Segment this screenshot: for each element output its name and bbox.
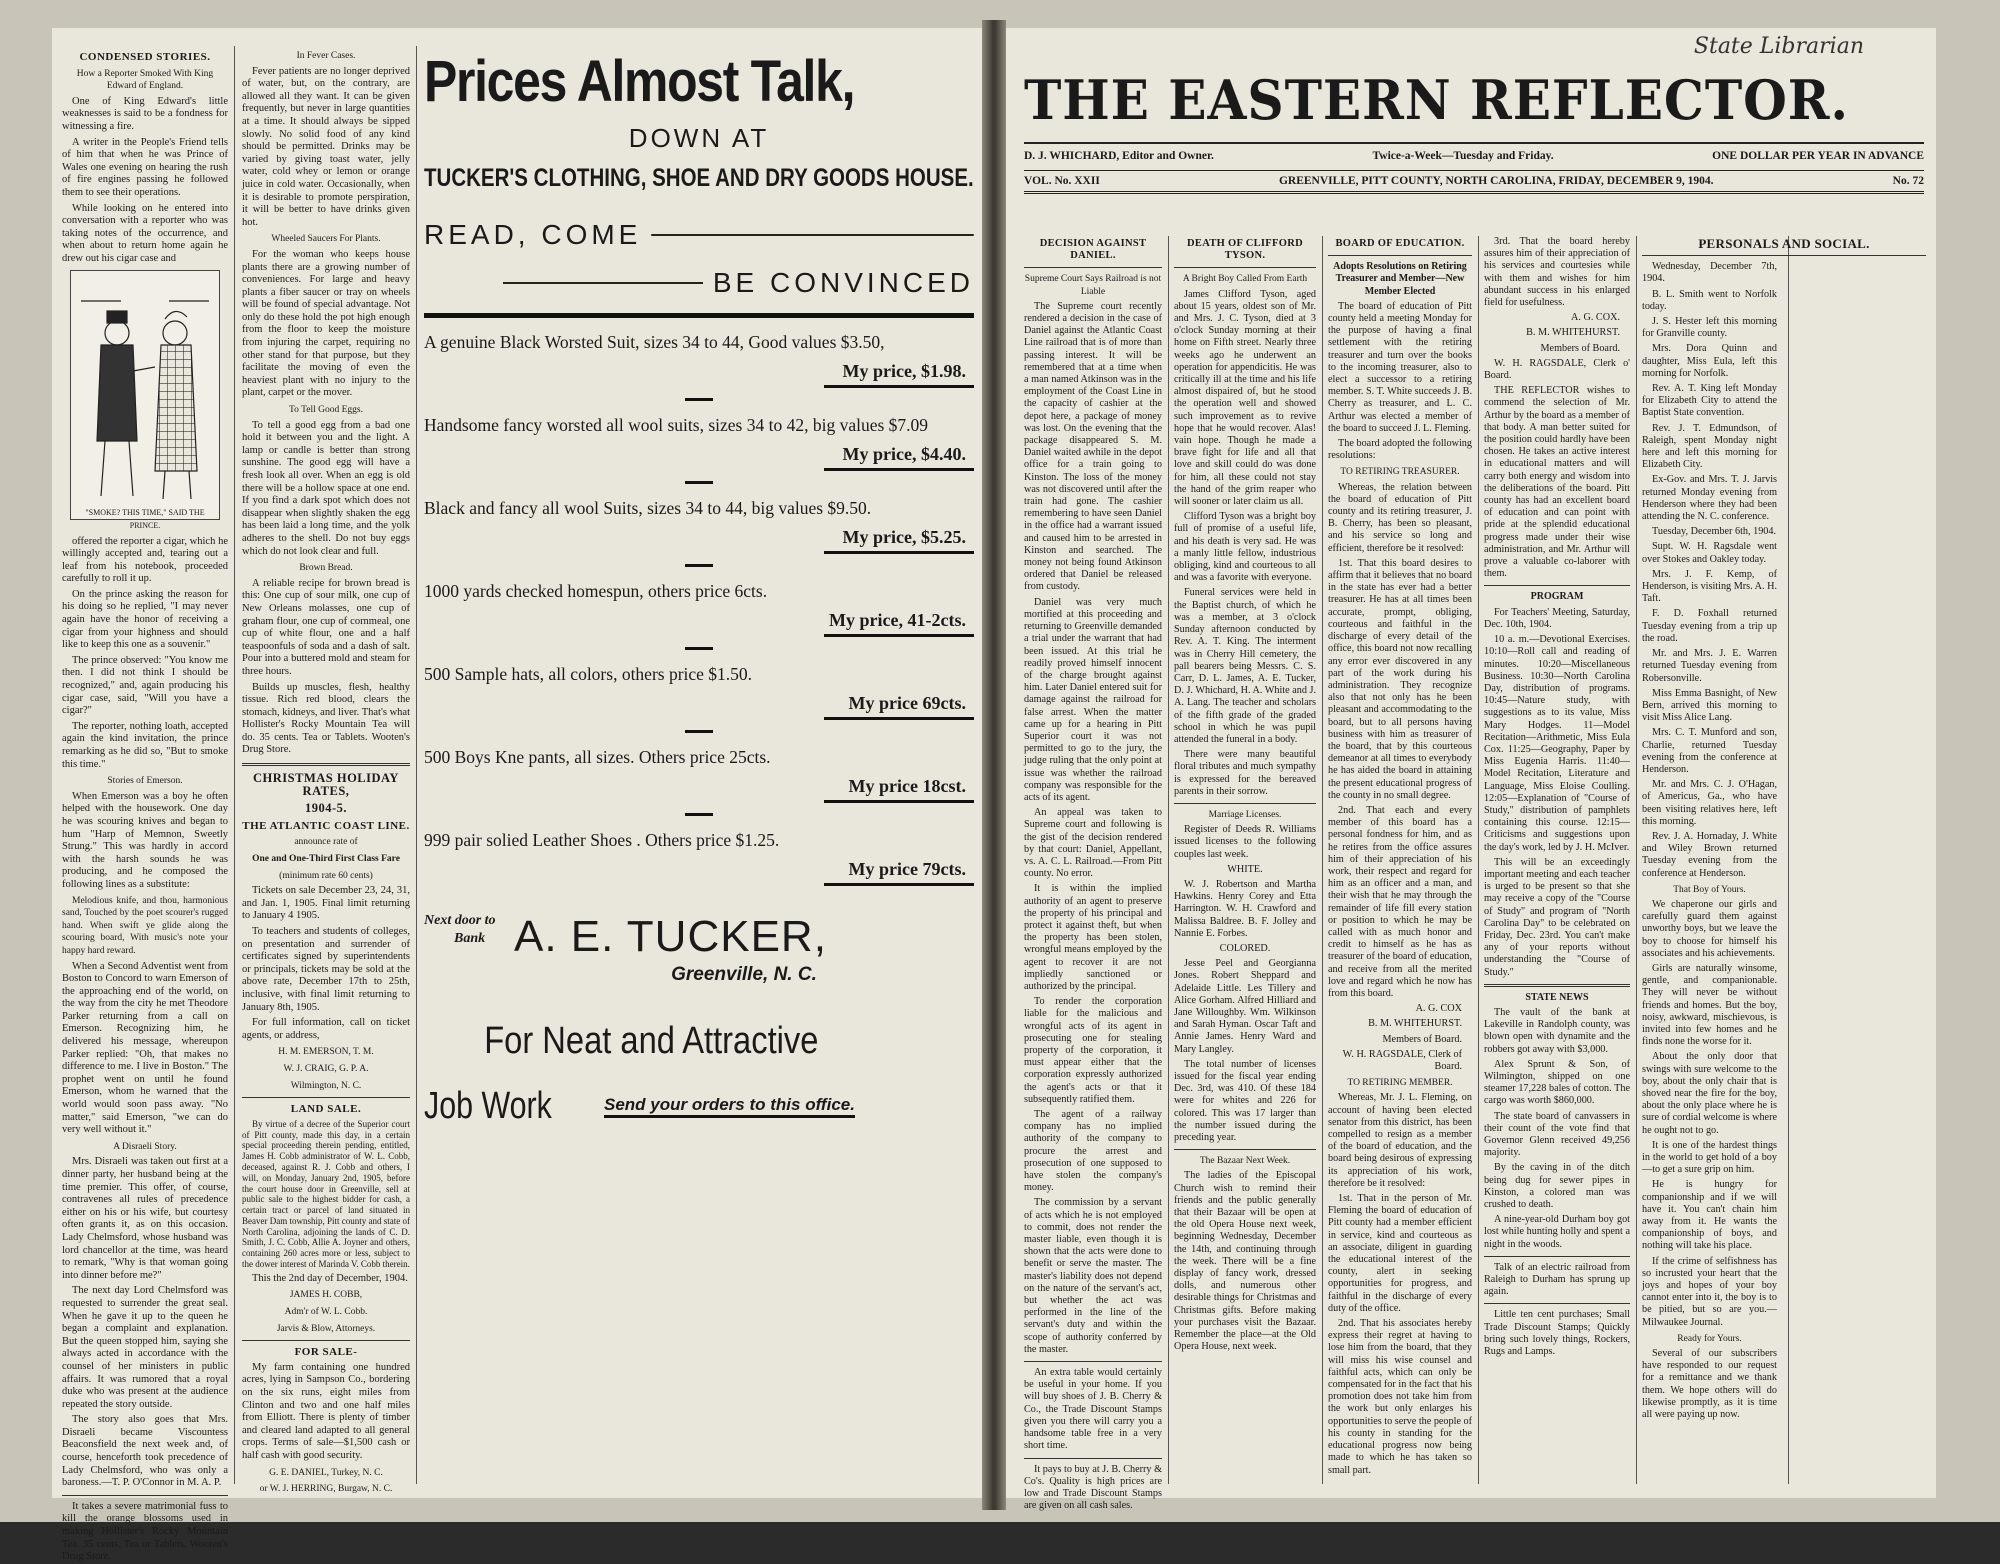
subscription-line: ONE DOLLAR PER YEAR IN ADVANCE [1712, 150, 1924, 162]
paragraph: If the crime of selfishness has so incrusted your heart that the joys and hopes of your boy cannot enter into it, the boy is to be pitied, but so are you.—Milwaukee Journal. [1642, 1255, 1777, 1328]
advertisement-text: It takes a severe matrimonial fuss to kill the orange blossoms used in making Hollister's Rocky Mountain Tea. 35 cents. Tea or Tablets. Wooten's Drug Store. [62, 1500, 228, 1563]
story-subhead: To Tell Good Eggs. [289, 405, 363, 416]
item-separator [685, 481, 713, 484]
paragraph: A writer in the People's Friend tells of him that when he was Prince of Wales one evening on hearing the rush of fire engines passing he followed them to see their operations. [62, 136, 228, 198]
masthead-info-row [1024, 142, 1924, 162]
column-rule [1636, 236, 1637, 1484]
paragraph: By the caving in of the ditch being dug for sewer pipes in Kinston, a colored man was crushed to death. [1484, 1162, 1630, 1211]
ad-item-price: My price, $1.98. [842, 361, 966, 381]
signature: Jarvis & Blow, Attorneys. [276, 1323, 376, 1334]
job-work-headline: For Neat and Attractive [484, 1020, 819, 1062]
job-work-label: Job Work [424, 1085, 552, 1127]
paragraph: The board of education of Pitt county held a meeting Monday for the purpose of having a final settlement with the retiring treasurer and turn over the books to the incoming treasurer, also to elect a successor to a retiring member. S. T. White succeeds J. B. Cherry as treasurer, and L. C. Arthur was elected a member of the board to succeed J. L. Fleming. [1328, 300, 1472, 434]
divider [1174, 803, 1316, 804]
divider [1174, 267, 1316, 268]
ad-merchant-block [514, 912, 974, 986]
ad-item-price: My price, $4.40. [842, 444, 966, 464]
paragraph: There were many beautiful floral tributes and much sympathy is expressed for the bereaved parents in their sorrow. [1174, 749, 1316, 797]
paragraph: While looking on he entered into conversation with a reporter who was taking notes of the occurrence, and when about to return home again he drew out his cigar case and [62, 202, 228, 264]
paragraph: To tell a good egg from a bad one hold it between you and the light. A lamp or candle is better than strong sunshine. The good egg will have a fresh look all over. When an egg is old there will be a hollow space at one end. If you find a dark spot which does not disappear when slightly shaken the egg has been laid a long time, and the yolk adheres to the shell. Do not buy eggs which do not look clear and full. [242, 419, 410, 557]
paragraph: Whereas, Mr. J. L. Fleming, on account of having been elected senator from this district, has been compelled to resign as a member of the board of education, and the board being desirous of expressing its appreciation of his work, therefore be it resolved: [1328, 1092, 1472, 1189]
article-subhead: Ready for Yours. [1677, 1333, 1742, 1344]
paragraph: Register of Deeds R. Williams issued licenses to the following couples last week. [1174, 824, 1316, 860]
paragraph: B. L. Smith went to Norfolk today. [1642, 288, 1777, 312]
flourish-line [503, 282, 703, 284]
paragraph: For full information, call on ticket agents, or address, [242, 1017, 410, 1041]
ad-item-price: My price 69cts. [848, 693, 966, 713]
illustration-drawing [71, 271, 219, 519]
divider [1024, 1458, 1162, 1459]
ad-item [424, 581, 974, 650]
price-underline [824, 634, 974, 637]
paragraph: Mrs. Disraeli was taken out first at a dinner party, her husband being at the time premier. This offer, of course, contravenes all rules of precedence either on his or his wife, but courtesy often grants it, as on this occasion. Lady Chelmsford, whose husband was lord chancellor at the time, was heard to remark, "Why is that woman going into dinner before me?" [62, 1156, 228, 1281]
item-separator [685, 730, 713, 733]
paragraph: Girls are naturally winsome, gentle, and companionable. They will never be without friends and homes. But the boy, noisy, awkward, mischievous, is invited into few homes and he finds none the worse for it. [1642, 962, 1777, 1048]
signature: W. J. CRAIG, G. P. A. [283, 1063, 369, 1074]
ad-item [424, 747, 974, 816]
paragraph: 2nd. That each and every member of this board has a personal fondness for him, and as he retires from the office assures him of their appreciation of his work, their respect and regard for him as an officer and a man, and their wish that he may through the remainder of life fill every station or position to which he may be called with as much honor and credit to himself as he has as treasurer of the board of education, and receive from all the merited love and regard which he now has from this board. [1328, 804, 1472, 999]
ad-item [424, 332, 974, 401]
divider [62, 1495, 228, 1496]
item-separator [685, 647, 713, 650]
paragraph: Supt. W. H. Ragsdale went over Stokes and Oakley today. [1642, 541, 1777, 565]
tyson-column [1174, 236, 1316, 1484]
ad-item-description: 500 Boys Kne pants, all sizes. Others price 25cts. [424, 747, 771, 767]
ad-item-description: 500 Sample hats, all colors, others price $1.50. [424, 664, 753, 684]
paragraph: This the 2nd day of December, 1904. [252, 1272, 408, 1284]
ad-merchant-name: A. E. TUCKER, [514, 912, 827, 961]
paragraph: Fever patients are no longer deprived of water, but, on the contrary, are allowed all they want. It can be given frequently, but never in large quantities at a time. It should always be sipped slowly. No solid food of any kind should be permitted. Drinks may be varied by giving toast water, jelly water, cold whey or lemon or orange juice in cold water. Occasionally, when it is desirable to promote perspiration, it will be better to have drinks given hot. [242, 65, 410, 228]
paragraph: Rev. A. T. King left Monday for Elizabeth City to attend the Baptist State convention. [1642, 383, 1777, 419]
paragraph: 2nd. That his associates hereby express their regret at having to lose him from the board, that they will miss his wise counsel and faithful acts, which can only be compensated for in the fact that his promotion does not take him from the work but only enlarges his opportunities to serve the people of his county in standing for the educational progress now being made to which he has taken so small part. [1328, 1318, 1473, 1476]
ad-item-price: My price, $5.25. [842, 527, 966, 547]
rates-announce: announce rate of [294, 837, 358, 848]
paragraph: One of King Edward's little weaknesses is said to be a fondness for witnessing a fire. [62, 95, 228, 132]
dateline: GREENVILLE, PITT COUNTY, NORTH CAROLINA, FRIDAY, DECEMBER 9, 1904. [1278, 175, 1714, 187]
paragraph: Ex-Gov. and Mrs. T. J. Jarvis returned Monday evening from Henderson where they had been attending the N. C. conference. [1642, 474, 1777, 523]
divider [1484, 1303, 1630, 1304]
column-heading: CONDENSED STORIES. [79, 51, 211, 63]
paragraph: offered the reporter a cigar, which he willingly accepted and, tearing out a leaf from his notebook, proceeded carefully to roll it up. [62, 535, 228, 585]
decision-column [1024, 236, 1162, 1512]
masthead [1024, 34, 1924, 194]
paragraph: F. D. Foxhall returned Tuesday evening from a trip up the road. [1642, 608, 1777, 644]
paragraph: Jesse Peel and Georgianna Jones. Robert Sheppard and Adelaide Little. Les Tillery and Alice Gorham. Alfred Hilliard and Jane Willoughby. Wm. Wilkinson and Sarah Hyman. Oscar Taft and Annie James. Henry Ward and Mary Langley. [1174, 958, 1316, 1055]
signature: W. H. RAGSDALE, Clerk o' Board. [1484, 357, 1630, 382]
paragraph: J. S. Hester left this morning for Granville county. [1642, 316, 1777, 340]
paragraph: Clifford Tyson was a bright boy full of promise of a useful life, and his death is very sad. He was a manly little fellow, industrious obliging, kind and courteous to all and was a favorite with everyone. [1174, 511, 1316, 584]
paragraph: Rev. J. T. Edmundson, of Raleigh, spent Monday night here and left this morning for Elizabeth City. [1642, 422, 1777, 471]
paragraph: Talk of an electric railroad from Raleigh to Durham has sprung up again. [1484, 1261, 1630, 1298]
for-sale-title: FOR SALE- [294, 1346, 358, 1359]
ad-item-price: My price 18cst. [848, 776, 966, 796]
binding-gutter [982, 20, 1006, 1510]
paragraph: W. J. Robertson and Martha Hawkins. Henry Corey and Etta Harrington. W. H. Crawford and Malissa Baldree. B. F. Jolley and Nannie E. Forbes. [1174, 878, 1316, 939]
ad-read-come: READ, COME [424, 219, 642, 250]
item-separator [685, 813, 713, 816]
price-underline [824, 800, 974, 803]
paragraph: This will be an exceedingly important meeting and each teacher is urged to be present so that she may receive a copy of the "Course of Study" and program of "North Carolina Day" to be celebrated on Friday, Dec. 23rd. You can't make any of your reports without understanding the "Course of Study." [1484, 856, 1630, 978]
column-rule [416, 46, 417, 1484]
paragraph: Mrs. Dora Quinn and daughter, Miss Eula, left this morning for Norfolk. [1642, 343, 1777, 379]
paragraph: When Emerson was a boy he often helped with the housework. One day he was scouring knives and began to hum "Harp of Memnon, Sweetly Strung." This was hardly in accord with the harsh sounds he was producing, and he composed the following lines as a substitute: [62, 790, 228, 890]
paragraph: We chaperone our girls and carefully guard them against unworthy boys, but we leave the boy to choose for himself his associates and his achievements. [1642, 898, 1777, 959]
date-line: Wednesday, December 7th, 1904. [1642, 261, 1777, 285]
paragraph: An extra table would certainly be useful in your home. If you will buy shoes of J. B. Cherry & Co., the Trade Discount Stamps given you there will carry you a handsome table free in a very short time. [1024, 1367, 1162, 1452]
household-column [242, 46, 410, 1495]
ad-be-convinced: BE CONVINCED [712, 267, 974, 298]
rates-minimum: (minimum rate 60 cents) [279, 870, 373, 881]
paragraph: Little ten cent purchases; Small Trade Discount Stamps; Quickly bring such lovely things, Rockers, Rugs and Lamps. [1484, 1309, 1630, 1358]
prince-illustration [70, 270, 220, 530]
date-line: Tuesday, December 6th, 1904. [1652, 526, 1777, 538]
tucker-advertisement [424, 46, 974, 1484]
paragraph: Mr. and Mrs. C. J. O'Hagan, of Americus, Ga., who have been visiting relatives here, left this morning. [1642, 779, 1777, 827]
divider [1174, 1149, 1316, 1150]
paragraph: Alex Sprunt & Son, of Wilmington, shipped on one steamer 17,228 bales of cotton. The cargo was worth $860,000. [1484, 1058, 1630, 1107]
condensed-stories-column [62, 46, 228, 1563]
advertisement-text: Builds up muscles, flesh, healthy tissue. Rich red blood, clears the stomach, kidneys, and liver. That's what Hollister's Rocky Mountain Tea will do. 35 cents. Tea or Tablets. Wooten's Drug Store. [242, 681, 410, 756]
list-heading: WHITE. [1227, 863, 1263, 875]
paragraph: The prince observed: "You know me then. I did not think I should be recognized," and, again producing his cigar case, said, "Will you have a cigar?" [62, 654, 228, 717]
ad-next-door-text: Next door to [424, 913, 496, 928]
signature: Members of Board. [1382, 1033, 1462, 1045]
price-underline [824, 551, 974, 554]
paragraph: THE REFLECTOR wishes to commend the selection of Mr. Arthur by the board as a member of that body. A man better suited for the position could hardly have been chosen. He takes an active interest in educational matters and will carry both energy and wisdom into the deliberations of the board. Pitt county has had an excellent board of education and can point with pride at the splendid educational progress made under their wise administration, and Mr. Arthur will prove a valuable co-laborer with them. [1484, 385, 1630, 580]
story-subhead: In Fever Cases. [296, 51, 356, 61]
article-headline: PERSONALS AND SOCIAL. [1698, 236, 1870, 251]
signature: or W. J. HERRING, Burgaw, N. C. [259, 1484, 393, 1495]
article-headline: DEATH OF CLIFFORD TYSON. [1187, 238, 1303, 262]
divider [1484, 585, 1630, 586]
signature: B. M. WHITEHURST. [1368, 1018, 1462, 1030]
paragraph: Mrs. J. F. Kemp, of Henderson, is visiting Mrs. A. H. Taft. [1642, 568, 1777, 605]
paragraph: It pays to buy at J. B. Cherry & Co's. Quality is high prices are low and Trade Discount Stamps are given on all cash sales. [1024, 1463, 1162, 1512]
ad-thick-rule [424, 313, 974, 318]
job-work-row [424, 1085, 974, 1128]
story-subhead: Stories of Emerson. [107, 776, 183, 787]
paragraph: Whereas, the relation between the board of education of Pitt county and its retiring treasurer, J. B. Cherry, has been so pleasant, and his service so long and efficient, therefore be it resolved: [1328, 481, 1472, 554]
paragraph: The vault of the bank at Lakeville in Randolph county, was blown open with dynamite and the robbers got away with $3,000. [1484, 1006, 1630, 1055]
paragraph: A reliable recipe for brown bread is this: One cup of sour milk, one cup of New Orleans molasses, one cup of graham flour, one cup of cornmeal, one cup of white flour, one and a half teaspoonfuls of soda and a dash of salt. Pour into a buttered mold and steam for three hours. [242, 577, 410, 677]
ad-convinced-row [424, 267, 974, 299]
article-headline: BOARD OF EDUCATION. [1335, 238, 1465, 249]
ad-read-come-row [424, 219, 974, 251]
paragraph: 1st. That this board desires to affirm that it believes that no board in the state has ever had a better treasurer. He has at all times been accurate, prompt, obliging, courteous and faithful in the discharge of every detail of the office, this board not now recalling any error ever discovered in any part of the work during his administration. They recognize also that not only has he been pleasant and accommodating to the board, but to all persons having business with him as treasurer of the board, that by this courteous demeanor at all times to everybody he has aided the board in attaining the present educational progress of the county in no small degree. [1328, 557, 1472, 801]
paragraph: The commission by a servant of acts which he is not employed to commit, does not render the master liable, even though it is shown that the acts were done to benefit or serve the master. The master's liability does not depend on the nature of the servant's act, but whether the act was performed in the line of the servant's duty and within the scope of authority conferred by the master. [1024, 1197, 1162, 1355]
paragraph: The board adopted the following resolutions: [1328, 438, 1472, 462]
list-heading: COLORED. [1219, 942, 1271, 954]
divider [1024, 267, 1162, 268]
price-underline [824, 717, 974, 720]
land-sale-title: LAND SALE. [290, 1103, 362, 1116]
paragraph: To teachers and students of colleges, on presentation and surrender of certificates signed by superintendents or principals, tickets may be sold at the above rate, December 17th to 25th, inclusive, with final limit returning to January 8th, 1905. [242, 926, 410, 1013]
signature: Members of Board. [1540, 342, 1620, 354]
paragraph: A nine-year-old Durham boy got lost while hunting holly and spent a night in the woods. [1484, 1214, 1630, 1250]
divider [242, 1097, 410, 1098]
divider [1484, 1256, 1630, 1257]
paragraph: He is hungry for companionship and if we will have it. You can't chain him away from it. He wants the companionship of boys, and nothing will take his place. [1642, 1179, 1777, 1252]
paragraph: It is within the implied authority of an agent to preserve the property of his principal and protect it against theft, but when the property has been stolen, wrongful means employed by the agent to recover it are not impliedly sanctioned or authorized by the principal. [1024, 883, 1162, 992]
paragraph: On the prince asking the reason for his doing so he replied, "I may never again have the honor of receiving a cigar from your highness and should like to keep this one as a souvenir." [62, 588, 228, 651]
paragraph: Rev. J. A. Hornaday, J. White and Wiley Brown returned Tuesday evening from the conference at Henderson. [1642, 830, 1777, 879]
ad-bank-text: Bank [454, 931, 486, 946]
ad-merchant-city: Greenville, N. C. [671, 964, 817, 985]
paragraph: The agent of a railway company has no implied authority of the company to procure the arrest and prosecution of one supposed to have stolen the company's money. [1024, 1109, 1162, 1194]
paragraph: The Supreme court recently rendered a decision in the case of Daniel against the Atlantic Coast Line railroad that is of more than passing interest. It will be remembered that at a time when a man named Atkinson was in the employment of the Coast Line in the capacity of cashier at the depot here, a package of money was lost. On the evening that the package disappeared S. M. Daniel waited awhile in the depot office for a train going to Kinston. The loss of the money was not discovered until after the train had gone. The cashier remembering to have seen Daniel in the office had a warrant issued and caused him to be arrested in Kinston and searched. The money not being found Atkinson ordered that Daniel be released from custody. [1024, 300, 1162, 593]
article-subhead: The Bazaar Next Week. [1199, 1156, 1291, 1167]
issue-number: No. 72 [1892, 175, 1924, 187]
verse: Melodious knife, and thou, harmonious sand, Touched by the poet scourer's rugged hand. When swift ye glide along the scouring board, With music's note your happy hard reward. [62, 895, 228, 956]
signature: JAMES H. COBB, [289, 1290, 363, 1301]
paragraph: James Clifford Tyson, aged about 15 years, oldest son of Mr. and Mrs. J. C. Tyson, died at 3 o'clock Sunday morning at their home on Fifth street. Nearly three weeks ago he underwent an operation for appendicitis. He was critically ill at the time and his life almost dispaired of, but he stood the operation well and showed such improvement as to revive hope that he would recover. Alas! vain hope. Though he made a brave fight for life and all that love and skill could do was done for him, all these could not stay the hand of the grim reaper who will sooner or later claim us all. [1174, 288, 1316, 508]
ad-store-name: TUCKER'S CLOTHING, SHOE AND DRY GOODS HOUSE. [424, 164, 974, 192]
ad-next-door [424, 912, 514, 948]
article-subhead: A Bright Boy Called From Earth [1182, 274, 1308, 285]
ad-item [424, 415, 974, 484]
article-headline: DECISION AGAINST DANIEL. [1039, 238, 1147, 262]
price-underline [824, 468, 974, 471]
ad-item-list [424, 332, 974, 886]
story-subhead: Brown Bread. [299, 563, 353, 574]
article-subhead: TO RETIRING TREASURER. [1340, 467, 1460, 478]
signature: Wilmington, N. C. [290, 1080, 362, 1091]
column-rule [1478, 236, 1479, 1484]
paragraph: For the woman who keeps house plants there are a growing number of conveniences. For large and heavy plants a fiber saucer or tray on wheels will be found of special advantage. Not only do these hold the pot high enough from the floor to keep the moisture from injuring the carpet, requiring no other stand for that purpose, but they facilitate the moving of even the heaviest plant with no injury to the plant, carpet or the mover. [242, 248, 410, 399]
signature: H. M. EMERSON, T. M. [278, 1047, 374, 1058]
ad-item-description: A genuine Black Worsted Suit, sizes 34 to 44, Good values $3.50, [424, 332, 885, 352]
price-underline [824, 385, 974, 388]
divider [1642, 255, 1926, 256]
ad-item [424, 664, 974, 733]
ad-item [424, 498, 974, 567]
ad-item-price: My price, 41-2cts. [829, 610, 966, 630]
signature: A. G. COX. [1571, 312, 1620, 324]
paragraph: The reporter, nothing loath, accepted again the kind invitation, the prince remarking as he did so, "But to smoke this time." [62, 720, 228, 770]
send-orders-text: Send your orders to this office. [604, 1095, 855, 1118]
story-subhead: Wheeled Saucers For Plants. [271, 234, 381, 245]
divider [1484, 984, 1630, 987]
signature: G. E. DANIEL, Turkey, N. C. [269, 1467, 383, 1478]
story-subhead: How a Reporter Smoked With King Edward of England. [76, 68, 214, 92]
article-subhead: Marriage Licenses. [1208, 809, 1282, 820]
program-subhead: For Teachers' Meeting, Saturday, Dec. 10th, 1904. [1484, 606, 1630, 630]
paragraph: Funeral services were held in the Baptist church, of which he was a member, at 3 o'clock Sunday afternoon conducted by Rev. A. T. King. The interment was in Cherry Hill cemetery, the pall bearers being Messrs. C. S. Carr, D. L. James, A. E. Tucker, D. J. Whichard, H. A. White and J. A. Lang. The teacher and scholars of the fifth grade of the graded school in which he was pupil attended the funeral in a body. [1174, 587, 1316, 745]
divider [242, 763, 410, 766]
paragraph: My farm containing one hundred acres, lying in Sampson Co., bordering on the six runs, eight miles from Clinton and two and one half miles from Elliott. There is plenty of timber and cleared land adapted to all general crops. Terms of sale—$1,500 cash or half cash with good security. [242, 1361, 410, 1461]
ad-item-description: 1000 yards checked homespun, others price 6cts. [424, 581, 768, 601]
article-subhead: That Boy of Yours. [1673, 884, 1746, 895]
handwritten-note: State Librarian [1693, 34, 1864, 59]
paragraph: To render the corporation liable for the malicious and wrongful acts of its agent in prosecuting one for stealing property of the corporation, it must appear either that the corporation expressly authorized the agent's acts or that it subsequently ratified them. [1024, 996, 1162, 1105]
ad-item [424, 830, 974, 886]
ad-item-description: Handsome fancy worsted all wool suits, sizes 34 to 42, big values $7.09 [424, 415, 929, 435]
rates-years: 1904-5. [304, 801, 348, 816]
article-headline: STATE NEWS [1525, 991, 1589, 1003]
article-headline: PROGRAM [1530, 591, 1584, 603]
divider [1328, 255, 1472, 256]
illustration-caption: "SMOKE? THIS TIME," SAID THE PRINCE. [85, 508, 205, 530]
ad-item-description: Black and fancy all wool Suits, sizes 34 to 44, big values $9.50. [424, 498, 872, 518]
paragraph: Daniel was very much mortified at this proceeding and returning to Greenville demanded a trial under the warrant that had been issued. At this trial he readily proved himself innocent of the charge brought against him. Later Daniel entered suit for damage against the railroad for false arrest. When the matter came up for a hearing in Pitt Superior court it was not permitted to go to the jury, the judge ruling that the only point at issue was whether the railroad company was responsible for the acts of its agent. [1024, 596, 1162, 803]
signature: A. G. COX [1415, 1003, 1462, 1015]
ad-item-price: My price 79cts. [848, 859, 966, 879]
paragraph: The total number of licenses issued for the fiscal year ending Dec. 3rd, was 410. Of these 184 were for whites and 226 for colored. This was 17 larger than the number issued during the preceding year. [1174, 1058, 1316, 1144]
program-items: 10 a. m.—Devotional Exercises. 10:10—Roll call and reading of minutes. 10:20—Miscellaneous Business. 10:30—North Carolina Day, distribution of programs. 10:45—Nature study, with suggestions as to its value, Miss Mary Hodges. 11—Model Recitation—Arithmetic, Miss Eula Cox. 11:25—Geography, Paper by Miss Eugenia Harris. 11:40—Model Recitation, Literature and Language, Miss Eloise Coulling. 12:05—Explanation of "Course of Study," distribution of pamphlets containing this course. 12:15—Criticisms and suggestions upon the day's work, led by J. H. McIver. [1484, 634, 1630, 853]
personals-column [1642, 236, 1926, 1484]
paragraph: The state board of canvassers in their count of the vote find that Governor Glenn received 49,256 majority. [1484, 1110, 1630, 1159]
item-separator [685, 564, 713, 567]
price-underline [824, 883, 974, 886]
ad-headline: Prices Almost Talk, [424, 49, 855, 114]
paragraph: 1st. That in the person of Mr. Fleming the board of education of Pitt county had a member efficient in service, kind and courteous as an associate, diligent in guarding the educational interest of the county, alert in seeking opportunities for progress, and faithful in the discharge of every duty of the office. [1328, 1193, 1472, 1314]
board-column [1328, 236, 1472, 1484]
program-column [1484, 236, 1630, 1484]
paragraph: Mr. and Mrs. J. E. Warren returned Tuesday evening from Robersonville. [1642, 648, 1777, 684]
paragraph: 3rd. That the board hereby assures him of their appreciation of his services and courtesies while with them and wishes for him abundant success in his enlarged field for usefulness. [1484, 236, 1630, 309]
item-separator [685, 398, 713, 401]
paragraph: Tickets on sale December 23, 24, 31, and Jan. 1, 1905. Final limit returning to January 4 1905. [242, 885, 410, 922]
frequency-line: Twice-a-Week—Tuesday and Friday. [1372, 150, 1554, 162]
railroad-name: THE ATLANTIC COAST LINE. [242, 819, 410, 832]
article-subhead: Adopts Resolutions on Retiring Treasurer and Member—New Member Elected [1333, 261, 1467, 297]
ad-down-at: DOWN AT [628, 123, 770, 153]
story-subhead: A Disraeli Story. [113, 1141, 177, 1152]
column-rule [234, 46, 235, 1484]
paragraph: Miss Emma Basnight, of New Bern, arrived this morning to visit Miss Alice Lang. [1642, 687, 1777, 724]
ad-item-description: 999 pair solied Leather Shoes . Others price $1.25. [424, 830, 780, 850]
newspaper-title: THE EASTERN REFLECTOR. [1024, 68, 1849, 132]
paragraph: The ladies of the Episcopal Church wish to remind their friends and the public generally that their Bazaar will be open at the old Opera House next week, beginning Wednesday, December the 14th, and continuing through the week. There will be a fine display of fancy work, dressed dolls, and numerous other desirable things for Christmas and Christmas gifts. Before making your purchases visit the Bazaar. Remember the place—at the Old Opera House, next week. [1174, 1170, 1316, 1353]
signature: Adm'r of W. L. Cobb. [284, 1307, 368, 1318]
signature: B. M. WHITEHURST. [1526, 327, 1620, 339]
divider [1024, 1361, 1162, 1362]
paragraph: The story also goes that Mrs. Disraeli became Viscountess Beaconsfield the next week and, of course, henceforth took precedence of Lady Chelmsford, who was only a baroness.—T. P. O'Connor in M. A. P. [62, 1414, 228, 1489]
paragraph: An appeal was taken to Supreme court and following is the gist of the decision rendered by that court: Daniel, Appellant, vs. A. C. L. Railroad.—From Pitt county. No error. [1024, 807, 1162, 880]
rates-fare: One and One-Third First Class Fare [252, 854, 400, 865]
column-rule [1168, 236, 1169, 1484]
personals-body [1642, 261, 1926, 1501]
signature: W. H. RAGSDALE, Clerk of Board. [1342, 1048, 1462, 1072]
volume-number: VOL. No. XXII [1024, 175, 1100, 187]
paragraph: Several of our subscribers have responded to our request for a remittance and we thank them. We hope others will do likewise promptly, as it is time all were paying up now. [1642, 1348, 1777, 1421]
editor-line: D. J. WHICHARD, Editor and Owner. [1024, 150, 1214, 162]
paragraph: Mrs. C. T. Munford and son, Charlie, returned Tuesday evening from the conference at Henderson. [1642, 727, 1777, 775]
left-page [52, 28, 982, 1563]
ad-footer [424, 912, 974, 986]
right-page [1006, 28, 1936, 1512]
rates-title: CHRISTMAS HOLIDAY RATES, [253, 771, 399, 798]
paragraph: The next day Lord Chelmsford was requested to surrender the great seal. When he gave it up to the queen he began a complaint and explanation. But the queen stopped him, saying she always acted in accordance with the counsel of her ministers in public affairs. It was rumored that a royal duke who was present at the audience repeated the story outside. [62, 1285, 228, 1410]
article-subhead: Supreme Court Says Railroad is not Liable [1024, 274, 1162, 297]
paragraph: About the only door that swings with sure welcome to the boy, about the only chair that is shoved near the fire for the boy, about the only place where he is sure of cordial welcome is where he ought not to go. [1642, 1051, 1777, 1136]
flourish-line [651, 234, 974, 236]
paragraph: When a Second Adventist went from Boston to Concord to warn Emerson of the approaching end of the world, on the way from the city he met Theodore Parker returning from a call on Emerson. Recognizing him, he delivered his message, whereupon Parker replied: "Oh, that makes no difference to me. I live in Boston." The prophet went on until he found Emerson, whom he warned that the world would soon pass away. "No matter," said Emerson, "we can do very well without it." [62, 960, 228, 1136]
column-rule [1322, 236, 1323, 1484]
dateline-row [1024, 170, 1924, 194]
paragraph: By virtue of a decree of the Superior court of Pitt county, made this day, in a certain special proceeding therein pending, entitled, James H. Cobb administrator of W. L. Cobb, deceased, against R. J. Cobb and others, I will, on Monday, January 2nd, 1905, before the court house door in Greenville, sell at public sale to the highest bidder for cash, a certain tract or parcel of land situated in Beaver Dam township, Pitt county and state of North Carolina, adjoining the lands of C. D. Smith, J. C. Cobb, Allie A. Joyner and others, containing 260 acres more or less, subject to the dower interest of Marinda V. Cobb therein. [242, 1118, 410, 1270]
paragraph: It is one of the hardest things in the world to get hold of a boy—to get a sure grip on him. [1642, 1139, 1777, 1176]
article-subhead: TO RETIRING MEMBER. [1347, 1078, 1453, 1089]
divider [242, 1340, 410, 1341]
